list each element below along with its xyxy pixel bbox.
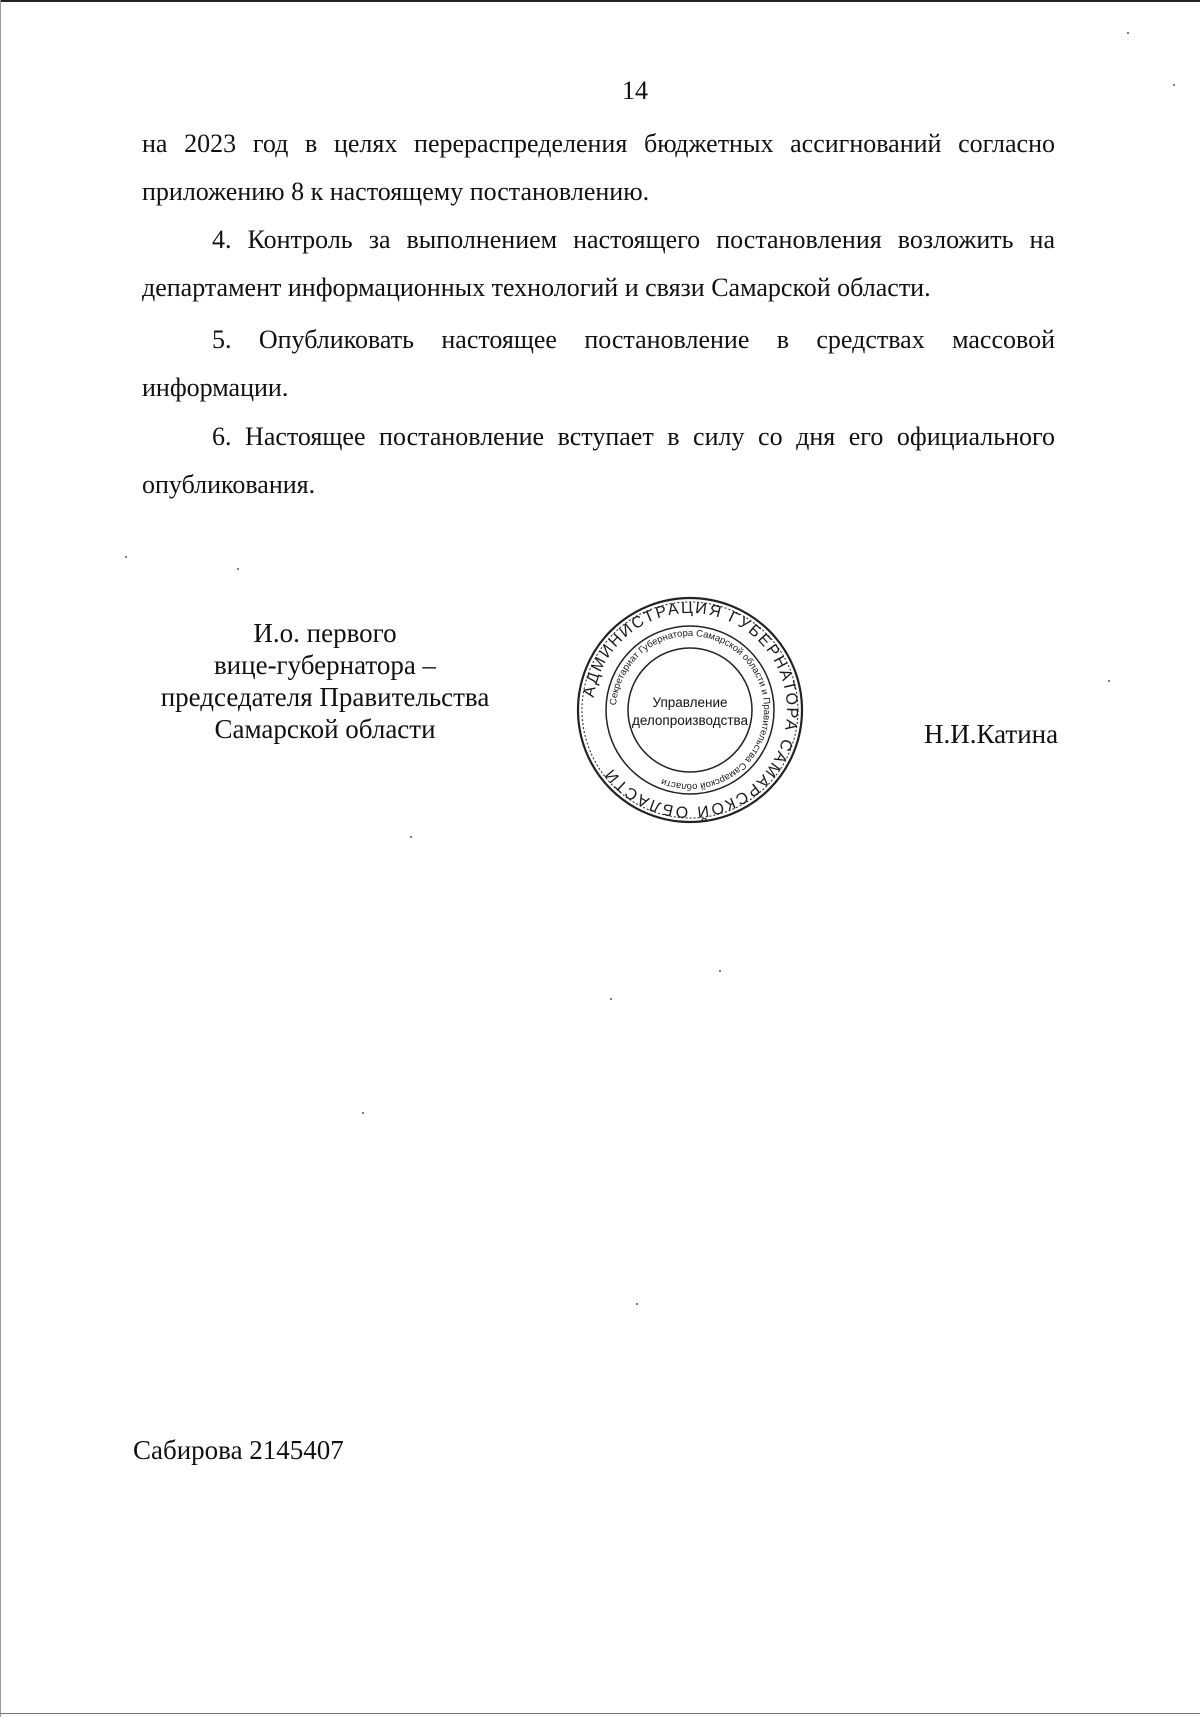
scan-speck [636,1303,638,1305]
stamp-center-line-1: Управление [652,695,728,710]
scan-border-bottom [0,1713,1200,1714]
stamp-middle-border [606,626,774,794]
scan-speck [410,836,412,838]
paragraph-item-4: 4. Контроль за выполнением настоящего постановления возложить на департамент информационных технологий и связи Самарской области. [142,225,1055,302]
scan-speck [125,556,127,558]
signatory-position-line: председателя Правительства [160,682,490,712]
official-stamp [575,595,805,825]
scan-border-left [0,0,1,1717]
scan-speck [362,1112,364,1114]
paragraph-item-6: 6. Настоящее постановление вступает в силу со дня его официального опубликования. [142,422,1055,499]
scan-border-top [0,0,1200,2]
stamp-inner-border [628,648,752,772]
paragraph-continuation: на 2023 год в целях перераспределения бюджетных ассигнований согласно приложению 8 к настоящему постановлению. [142,129,1055,206]
signatory-name: Н.И.Катина [924,719,1059,749]
stamp-center-line-2: делопроизводства [631,713,749,728]
scan-speck [1173,84,1175,86]
executor-contact: Сабирова 2145407 [133,1435,344,1465]
signatory-position-line: И.о. первого [253,618,397,648]
scan-speck [719,970,721,972]
scan-speck [1127,32,1129,34]
paragraph-item-5: 5. Опубликовать настоящее постановление в средствах массовой информации. [142,325,1055,402]
stamp-inner-text: Секретариат Губернатора Самарской области и Правительства Самарской области [608,627,773,793]
signatory-position-line: вице-губернатора – [213,650,437,680]
signatory-position [130,617,520,745]
scan-speck [1108,680,1110,682]
scan-speck [237,568,239,570]
stamp-outer-text: АДМИНИСТРАЦИЯ ГУБЕРНАТОРА САМАРСКОЙ ОБЛАСТИ [580,599,801,821]
signatory-position-line: Самарской области [214,714,436,744]
page-number: 14 [622,76,648,105]
scan-speck [610,998,612,1000]
